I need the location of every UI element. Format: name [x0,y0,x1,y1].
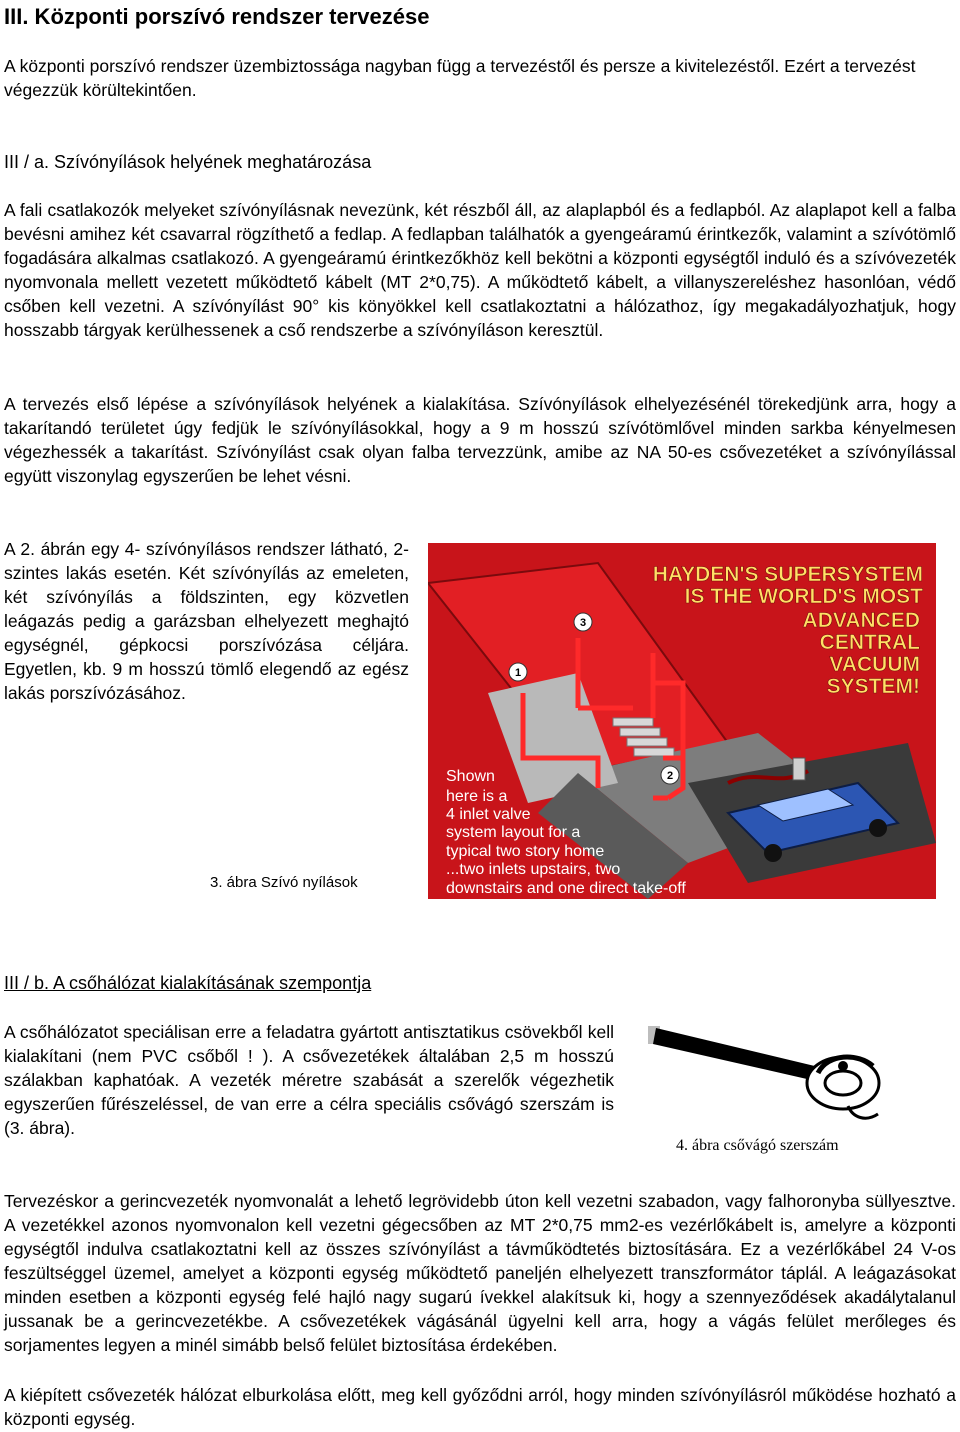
pipe-cutter-icon [648,1018,888,1138]
section-b-heading-wrap [4,971,371,995]
figure-text-3: 4 inlet valve [446,806,531,823]
section-b-paragraph-3: A kiépített csővezeték hálózat elburkolása előtt, meg kell győződni arról, hogy minden szívónyílásról működése hozható a központi egység. [4,1385,956,1429]
figure-text-1: Shown [446,768,495,785]
section-a-paragraph-1: A fali csatlakozók melyeket szívónyílásnak nevezünk, két részből áll, az alaplapból és a fedlapból. Az alaplapot kell a falba bevésni amihez két csavarral rögzíthető a fedlap. A fedlapban találhatók a gyengeáramú érintkezők, valamint a szívótömlő fogadására alkalmas csatlakozó. A gyengeáramú érintkezőkhöz kell bekötni a központi egységtől induló és a szívóvezeték nyomvonala mellett vezetett működtető kábelt (MT 2*0,75). A működtető kábelt, a villanyszereléshez hasonlóan, védő csőben kell vezetni. A szívónyílást 90° kis könyökkel kell csatlakoztatni a hálózathoz, így megakadályozhatjuk, hogy hosszabb tárgyak kerülhessenek a cső rendszerbe a szívónyíláson keresztül. [4,200,956,340]
figure-headline-6: SYSTEM! [826,675,920,698]
page-title: III. Központi porszívó rendszer tervezése [4,4,430,29]
section-a-paragraph-2: A tervezés első lépése a szívónyílások helyének a kialakítása. Szívónyílások elhelyezésénél törekedjünk arra, hogy a takarítandó területet úgy fedjük le szívónyílásokkal, hogy a 9 m hosszú szívótömlővel minden sarkba kényelmesen végezhessék a takarítást. Szívónyílást csak olyan falba tervezzünk, amibe az NA 50-es csővezetéket a szívónyílással együtt viszonylag egyszerűen be lehet vésni. [4,394,956,486]
figure-text-4: system layout for a [446,824,581,841]
figure-text-7: downstairs and one direct take-off [446,880,686,897]
house-illustration [428,543,936,899]
marker-1: 1 [514,667,522,679]
figure-headline-1: HAYDEN'S SUPERSYSTEM [652,563,923,586]
section-a-heading: III / a. Szívónyílások helyének meghatározása [4,152,372,172]
figure-3-caption: 3. ábra Szívó nyílások [210,874,358,891]
figure-headline-2: IS THE WORLD'S MOST [684,585,923,608]
marker-3: 3 [579,617,587,629]
section-b-paragraph-1: A csőhálózatot speciálisan erre a feladatra gyártott antisztatikus csövekből kell kialakítani (nem PVC csőből ! ). A csővezetékek általában 2,5 m hosszú szálakban kaphatóak. A vezeték méretre szabását a szerelők végezhetik egyszerűen fűrészeléssel, de van erre a célra speciális csővágó szerszám is (3. ábra). [4,1022,614,1138]
figure-4-caption: 4. ábra csővágó szerszám [676,1137,839,1154]
marker-2: 2 [666,770,674,782]
pipe-cutter-figure [648,1018,888,1138]
figure-headline-5: VACUUM [829,653,920,676]
section-a-paragraph-3: A 2. ábrán egy 4- szívónyílásos rendszer látható, 2- szintes lakás esetén. Két szívónyílás az emeleten, két szívónyílás a földszinten, egy közvetlen leágazás pedig a garázsban elhelyezett meghajtó egységnél, gépkocsi porszívózása céljára. Egyetlen, kb. 9 m hosszú tömlő elegendő az egész lakás porszívózásához. [4,539,409,703]
figure-text-6: ...two inlets upstairs, two [446,861,621,878]
section-b-heading: III / b. A csőhálózat kialakításának szempontja [4,973,372,993]
figure-headline-3: ADVANCED [802,609,920,632]
section-b-paragraph-2: Tervezéskor a gerincvezeték nyomvonalát a lehető legrövidebb úton kell vezetni szabadon, vagy falhoronyba süllyesztve. A vezetékkel azonos nyomvonalon kell vezetni gégecsőben az MT 2*0,75 mm2-es vezérlőkábelt is, amelyre a központi egységtől indulva csatlakoztatni kell az összes szívónyílást a távműködtetés biztosítására. Ez a vezérlőkábel 24 V-os feszültséggel üzemel, amelyet a központi egység működtető paneljén elhelyezett transzformátor táplál. A leágazásokat minden esetben a központi egység felé hajló nagy sugarú ívekkel alakítsuk ki, hogy a szennyeződések akadálytalanul jussanak be a gerincvezetékbe. A csővezetékek vágásánál ügyelni kell arra, hogy a vágás felület merőleges és sorjamentes legyen a minél simább belső felület biztosítása érdekében. [4,1191,956,1355]
intro-paragraph: A központi porszívó rendszer üzembiztossága nagyban függ a tervezéstől és persze a kivitelezéstől. Ezért a tervezést végezzük körültekintően. [4,56,916,100]
figure-headline-4: CENTRAL [819,631,920,654]
figure-text-5: typical two story home [446,843,605,860]
vacuum-system-figure [428,543,936,899]
figure-text-2: here is a [446,788,508,805]
